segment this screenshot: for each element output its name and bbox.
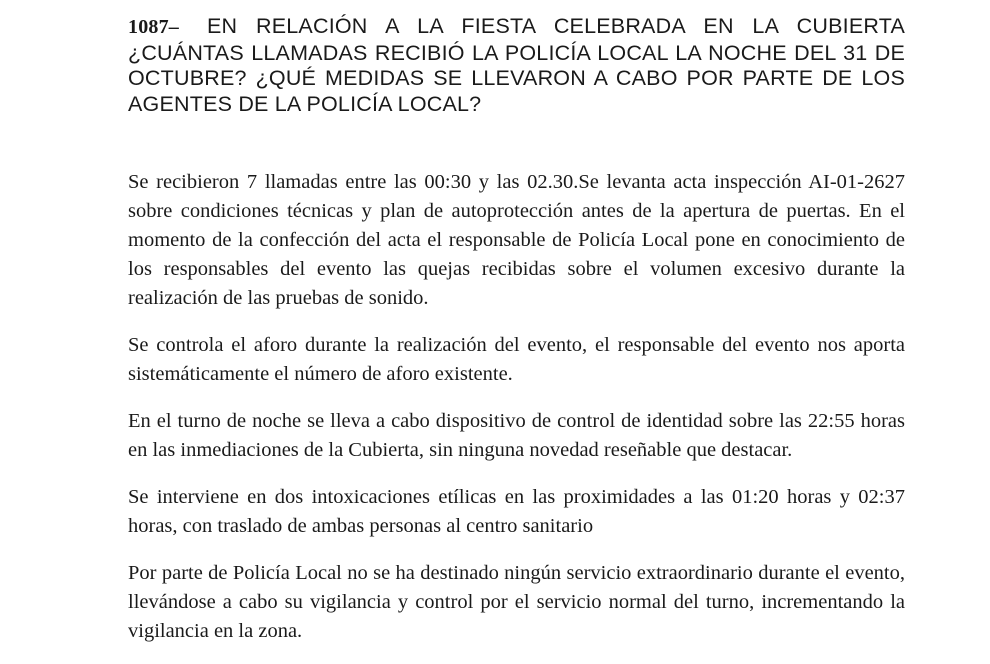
document-page: [128, 14, 905, 664]
question-text: EN RELACIÓN A LA FIESTA CELEBRADA EN LA CUBIERTA ¿CUÁNTAS LLAMADAS RECIBIÓ LA POLICÍA LOCAL LA NOCHE DEL 31 DE OCTUBRE? ¿QUÉ MEDIDAS SE LLEVARON A CABO POR PARTE DE LOS AGENTES DE LA POLICÍA LOCAL?: [128, 14, 905, 116]
question-number: 1087–: [128, 16, 179, 38]
answer-paragraph: Se interviene en dos intoxicaciones etílicas en las proximidades a las 01:20 horas y 02:37 horas, con traslado de ambas personas al centro sanitario: [128, 486, 905, 537]
question-heading: [128, 14, 905, 117]
answer-paragraph: Se recibieron 7 llamadas entre las 00:30 y las 02.30.Se levanta acta inspección AI-01-2627 sobre condiciones técnicas y plan de autoprotección antes de la apertura de puertas. En el momento de la confección del acta el responsable de Policía Local pone en conocimiento de los responsables del evento las quejas recibidas sobre el volumen excesivo durante la realización de las pruebas de sonido.: [128, 171, 905, 309]
answer-paragraph: Se controla el aforo durante la realización del evento, el responsable del evento nos aporta sistemáticamente el número de aforo existente.: [128, 334, 905, 385]
answer-paragraph: Por parte de Policía Local no se ha destinado ningún servicio extraordinario durante el evento, llevándose a cabo su vigilancia y control por el servicio normal del turno, incrementando la vigilancia en la zona.: [128, 562, 905, 642]
answer-paragraph: En el turno de noche se lleva a cabo dispositivo de control de identidad sobre las 22:55 horas en las inmediaciones de la Cubierta, sin ninguna novedad reseñable que destacar.: [128, 410, 905, 461]
answer-body: [128, 168, 905, 646]
